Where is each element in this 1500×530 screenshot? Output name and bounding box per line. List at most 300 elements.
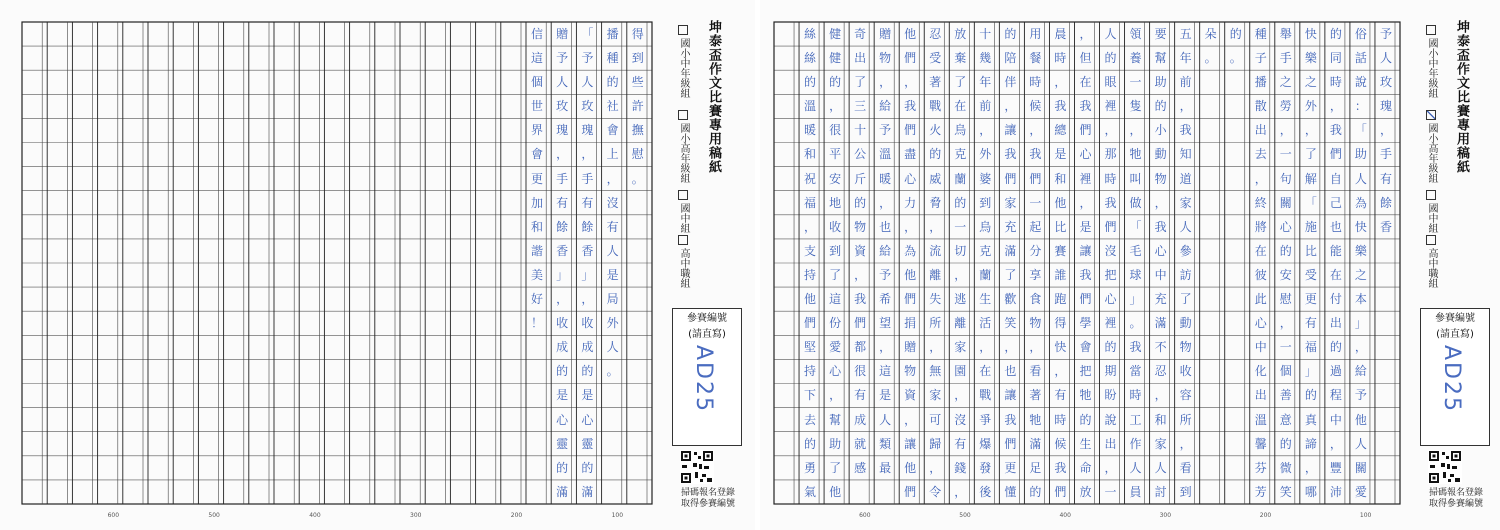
essay-char: 婆 [979,171,992,186]
essay-char: 的 [954,195,967,210]
char-count-tick: 200 [1259,512,1272,519]
essay-char: 裡 [1079,171,1092,186]
char-count-tick: 600 [859,512,871,519]
essay-char: 餘 [1379,195,1392,210]
essay-char: 撫 [631,123,644,138]
essay-char: 的 [1304,388,1317,403]
essay-char: 斤 [854,171,867,186]
essay-char: ， [1304,123,1317,138]
entry-number-box [672,308,742,446]
qr-code-icon[interactable] [1428,450,1462,484]
essay-char: 錢 [954,460,967,475]
checkbox-icon[interactable] [678,235,688,245]
essay-char: 一 [1279,147,1292,162]
essay-char: 了 [1179,292,1192,307]
sheet-title: 坤泰盃作文比賽專用稿紙 [706,20,721,174]
essay-char: 成 [854,412,867,427]
essay-char: 到 [829,243,842,258]
qr-caption-line-1: 掃碼報名登錄 [680,488,735,498]
essay-char: 當 [1129,364,1142,379]
essay-char: 中 [1154,267,1167,282]
option-high-school[interactable] [676,235,691,288]
essay-char: 句 [1279,171,1292,186]
essay-char: 的 [854,195,867,210]
essay-char: ， [954,388,967,403]
essay-char: 有 [581,195,594,210]
essay-char: 更 [1004,460,1017,475]
essay-char: 園 [954,364,967,379]
essay-char: 快 [1354,219,1367,234]
essay-char: 愛 [1354,484,1367,499]
essay-char: 棄 [954,51,967,66]
essay-char: 發 [979,460,992,475]
essay-char: 跑 [1054,292,1067,307]
essay-char: 候 [1054,436,1067,451]
essay-column [1176,22,1196,504]
essay-char: ， [1079,195,1092,210]
char-count-tick: 100 [1359,512,1372,519]
essay-char: 我 [1004,147,1017,162]
essay-char: 程 [1329,388,1342,403]
essay-char: 個 [530,75,543,90]
essay-char: 們 [1029,171,1042,186]
essay-column [552,22,572,504]
essay-char: 予 [879,123,892,138]
essay-char: 一 [1129,75,1142,90]
essay-char: ， [904,412,917,427]
essay-char: 三 [854,99,867,114]
essay-char: 安 [829,171,842,186]
essay-column [603,22,623,383]
essay-char: 外 [606,316,619,331]
essay-char: 感 [854,460,867,475]
essay-char: ， [1054,75,1067,90]
qr-caption-line-2: 取得參賽編號 [1428,499,1483,509]
essay-char: 加 [530,195,543,210]
essay-char: ， [1054,364,1067,379]
option-high-school[interactable] [1424,235,1439,288]
char-count-tick: 600 [107,512,120,519]
essay-char: 著 [1029,388,1042,403]
essay-char: 把 [1104,267,1117,282]
essay-char: ， [954,267,967,282]
essay-char: 人 [606,243,619,258]
essay-char: 得 [1054,316,1067,331]
essay-char: 給 [879,243,892,258]
essay-char: 「 [1304,195,1317,210]
essay-char: 餘 [581,219,594,234]
essay-char: ， [829,99,842,114]
essay-char: 所 [929,316,942,331]
essay-char: 地 [829,195,842,210]
essay-char: 給 [879,99,892,114]
essay-char: 局 [606,292,619,307]
essay-char: 為 [1354,195,1367,210]
essay-char: 播 [1254,75,1267,90]
essay-char: 。 [1204,51,1217,66]
option-label: 國小中年級組 [678,38,689,98]
essay-char: 去 [1254,147,1267,162]
essay-char: 滿 [556,484,569,499]
essay-char: 將 [1254,219,1267,234]
essay-column [1025,22,1045,504]
essay-char: 絲 [804,51,817,66]
essay-char: 生 [979,292,992,307]
essay-char: 是 [879,388,892,403]
essay-char: ， [556,292,569,307]
essay-char: 說 [1354,75,1367,90]
essay-char: 著 [929,75,942,90]
essay-char: 俗 [1354,27,1367,41]
essay-char: 都 [854,340,867,355]
essay-char: 們 [1004,171,1017,186]
essay-char: ， [904,219,917,234]
essay-char: 工 [1129,412,1142,427]
essay-char: 放 [1079,484,1092,499]
essay-char: 們 [904,123,917,138]
essay-char: 」 [1129,292,1142,307]
essay-char: 會 [1079,340,1092,355]
essay-char: 毛 [1129,243,1142,258]
essay-char: 施 [1304,219,1317,234]
essay-char: 去 [804,412,817,427]
option-label: 國小高年級組 [678,123,689,183]
essay-char: 做 [1129,195,1142,210]
essay-char: 可 [929,412,942,427]
essay-char: 說 [1104,412,1117,427]
essay-char: 更 [1304,292,1317,307]
essay-char: 的 [1104,340,1117,355]
essay-char: 個 [1279,364,1292,379]
essay-char: 他 [1054,195,1067,210]
essay-char: 健 [829,27,842,41]
essay-char: 瑰 [556,123,569,138]
essay-char: 們 [1104,219,1117,234]
essay-char: 比 [1304,243,1317,258]
essay-char: 靈 [556,436,569,451]
essay-char: 逃 [954,292,967,307]
essay-char: 的 [1229,27,1242,41]
essay-char: 的 [929,147,942,162]
essay-char: 最 [879,460,892,475]
essay-char: 人 [1179,219,1192,234]
qr-caption [668,488,748,510]
essay-char: 他 [904,267,917,282]
essay-char: 物 [1154,171,1167,186]
essay-char: 有 [556,195,569,210]
essay-char: 給 [1354,364,1367,379]
char-count-tick: 100 [611,512,624,519]
char-count-tick: 400 [1059,512,1071,519]
essay-char: 和 [1154,412,1167,427]
essay-char: ， [1329,99,1342,114]
essay-char: 微 [1279,460,1292,475]
checkbox-icon[interactable] [1426,190,1436,200]
checkbox-icon[interactable] [678,190,688,200]
essay-char: 人 [1104,27,1117,41]
essay-char: ， [1279,316,1292,331]
checkbox-icon[interactable] [1426,235,1436,245]
essay-char: 時 [1129,388,1142,403]
essay-char: 養 [1129,51,1142,66]
essay-char: ！ [530,316,543,331]
essay-column [900,22,920,504]
essay-char: ， [1254,171,1267,186]
essay-char: 會 [530,147,543,162]
essay-char: 人 [879,412,892,427]
essay-char: 爭 [979,412,992,427]
essay-char: 裡 [1104,316,1117,331]
essay-char: 平 [829,147,842,162]
qr-code-icon[interactable] [680,450,714,484]
essay-char: 同 [1329,51,1342,66]
entry-label: 參賽編號 [1435,313,1475,324]
essay-column [1201,22,1221,70]
essay-char: 前 [1179,75,1192,90]
essay-char: 手 [581,171,594,186]
option-elementary-middle[interactable] [676,25,691,98]
essay-char: 牠 [1129,147,1142,162]
essay-char: 芬 [1254,460,1267,475]
essay-char: 助 [1354,147,1367,162]
essay-char: 的 [1329,340,1342,355]
essay-char: 暖 [879,171,892,186]
essay-char: 心 [1079,147,1092,162]
essay-char: 外 [979,147,992,162]
essay-char: 享 [1029,267,1042,282]
essay-char: 在 [1079,75,1092,90]
essay-char: ， [556,147,569,162]
essay-char: 領 [1129,27,1142,41]
essay-char: 豐 [1329,460,1342,475]
essay-char: 下 [804,388,817,403]
essay-char: ， [1179,436,1192,451]
essay-char: 在 [1329,267,1342,282]
essay-char: 克 [954,147,967,162]
essay-char: 的 [1279,436,1292,451]
essay-char: 香 [1379,219,1392,234]
essay-char: 他 [829,484,842,499]
essay-char: 歸 [929,436,942,451]
essay-char: 份 [829,316,842,331]
essay-char: 物 [879,51,892,66]
essay-char: 付 [1329,292,1342,307]
essay-char: 助 [1154,75,1167,90]
essay-char: 溫 [1254,412,1267,427]
essay-char: 關 [1279,195,1292,210]
essay-char: ， [879,340,892,355]
essay-char: 有 [954,436,967,451]
essay-char: 們 [904,51,917,66]
essay-column [1000,22,1020,504]
essay-char: 戰 [979,388,992,403]
essay-char: 的 [556,364,569,379]
checkbox-checked-icon[interactable] [1426,110,1436,120]
essay-char: 的 [1154,99,1167,114]
essay-char: 無 [929,364,942,379]
essay-column [950,22,970,504]
essay-char: 種 [1254,27,1267,41]
essay-char: 中 [1329,412,1342,427]
essay-char: 」 [581,267,594,282]
essay-char: 眼 [1104,75,1117,90]
essay-char: 有 [606,219,619,234]
essay-char: 在 [1254,243,1267,258]
essay-char: 彼 [1254,267,1267,282]
essay-char: 的 [581,460,594,475]
char-count-tick: 300 [1159,512,1172,519]
essay-char: 」 [1354,316,1367,331]
essay-char: 放 [954,27,967,41]
essay-char: 五 [1179,27,1192,41]
essay-char: ， [1004,99,1017,114]
essay-char: 物 [904,364,917,379]
essay-char: 隻 [1129,99,1142,114]
essay-char: 烏 [979,219,992,234]
essay-char: 子 [1254,51,1267,66]
checkbox-icon[interactable] [678,110,688,120]
essay-char: 威 [929,171,942,186]
essay-char: 持 [804,364,817,379]
essay-char: 予 [1354,388,1367,403]
essay-char: 是 [556,388,569,403]
essay-char: 令 [929,484,942,499]
essay-char: 人 [1154,460,1167,475]
option-elementary-high[interactable] [1424,110,1439,183]
essay-char: 芳 [1254,484,1267,499]
essay-char: 我 [854,292,867,307]
essay-char: 諦 [1304,436,1317,451]
essay-column [1351,22,1371,504]
option-label: 高中職組 [678,248,689,288]
essay-char: 更 [530,171,543,186]
essay-char: 這 [530,51,543,66]
checkbox-icon[interactable] [678,25,688,35]
essay-char: 我 [1154,219,1167,234]
entry-number-box [1420,308,1490,446]
essay-char: ， [1079,27,1092,41]
essay-char: 會 [606,123,619,138]
essay-char: 我 [1104,195,1117,210]
essay-column [1376,22,1396,239]
essay-char: 道 [1179,171,1192,186]
essay-char: 受 [1304,267,1317,282]
essay-char: 的 [1279,243,1292,258]
essay-char: 脅 [929,195,942,210]
essay-char: 他 [1354,412,1367,427]
essay-char: 玫 [556,99,569,114]
essay-char: 這 [829,292,842,307]
essay-char: 了 [829,267,842,282]
essay-char: ， [1029,123,1042,138]
essay-char: 家 [929,388,942,403]
essay-char: 中 [1254,340,1267,355]
essay-char: 動 [1154,147,1167,162]
essay-char: 是 [1054,147,1067,162]
essay-char: 時 [1104,171,1117,186]
essay-char: 笑 [1004,316,1017,331]
essay-column [875,22,895,480]
option-junior-high[interactable] [1424,190,1439,233]
essay-char: 滿 [581,484,594,499]
essay-char: 予 [556,51,569,66]
essay-char: 很 [854,364,867,379]
entry-code: AD25 [691,345,716,413]
essay-char: ， [581,292,594,307]
essay-char: 馨 [1254,436,1267,451]
essay-char: 總 [1054,123,1067,138]
option-label: 國小高年級組 [1426,123,1437,183]
essay-char: 沒 [606,195,619,210]
essay-char: 他 [804,292,817,307]
essay-char: ， [979,123,992,138]
essay-char: 滿 [1029,436,1042,451]
option-junior-high[interactable] [676,190,691,233]
essay-char: 物 [1179,340,1192,355]
essay-char: 但 [1079,51,1092,66]
essay-char: ， [1029,340,1042,355]
essay-char: 們 [1004,436,1017,451]
essay-char: 的 [829,75,842,90]
entry-label: 參賽編號 [687,313,727,324]
essay-char: 和 [530,219,543,234]
option-elementary-middle[interactable] [1424,25,1439,98]
essay-char: 了 [954,75,967,90]
option-label: 國中組 [678,203,689,233]
essay-char: ， [929,460,942,475]
checkbox-icon[interactable] [1426,25,1436,35]
essay-char: 心 [581,412,594,427]
essay-char: 福 [804,195,817,210]
essay-char: 到 [979,195,992,210]
essay-char: 比 [1054,219,1067,234]
essay-char: 充 [1004,219,1017,234]
essay-column [1276,22,1296,504]
essay-char: 人 [581,75,594,90]
essay-char: 望 [879,316,892,331]
essay-char: 在 [954,99,967,114]
essay-char: 我 [1079,267,1092,282]
essay-char: 生 [1079,436,1092,451]
essay-char: 裡 [1104,99,1117,114]
essay-char: 溫 [804,99,817,114]
essay-column [577,22,597,504]
essay-char: 的 [804,75,817,90]
essay-char: 信 [530,27,543,41]
essay-char: 一 [1279,340,1292,355]
essay-char: ， [1379,123,1392,138]
essay-char: 收 [829,219,842,234]
essay-char: 知 [1179,147,1192,162]
entry-sublabel: (請直寫) [1436,329,1474,340]
essay-char: 支 [804,243,817,258]
essay-char: 好 [530,292,543,307]
essay-char: 年 [1179,51,1192,66]
essay-char: 予 [581,51,594,66]
essay-char: 之 [1354,267,1367,282]
essay-char: 後 [979,484,992,499]
essay-char: 陪 [1004,51,1017,66]
essay-char: 己 [1329,195,1342,210]
option-elementary-high[interactable] [676,110,691,183]
essay-char: ， [904,75,917,90]
essay-char: ， [1104,460,1117,475]
essay-char: 心 [1104,292,1117,307]
essay-char: 世 [530,99,543,114]
essay-char: 牠 [1079,388,1092,403]
essay-char: 也 [1004,364,1017,379]
essay-char: 忍 [929,27,942,41]
